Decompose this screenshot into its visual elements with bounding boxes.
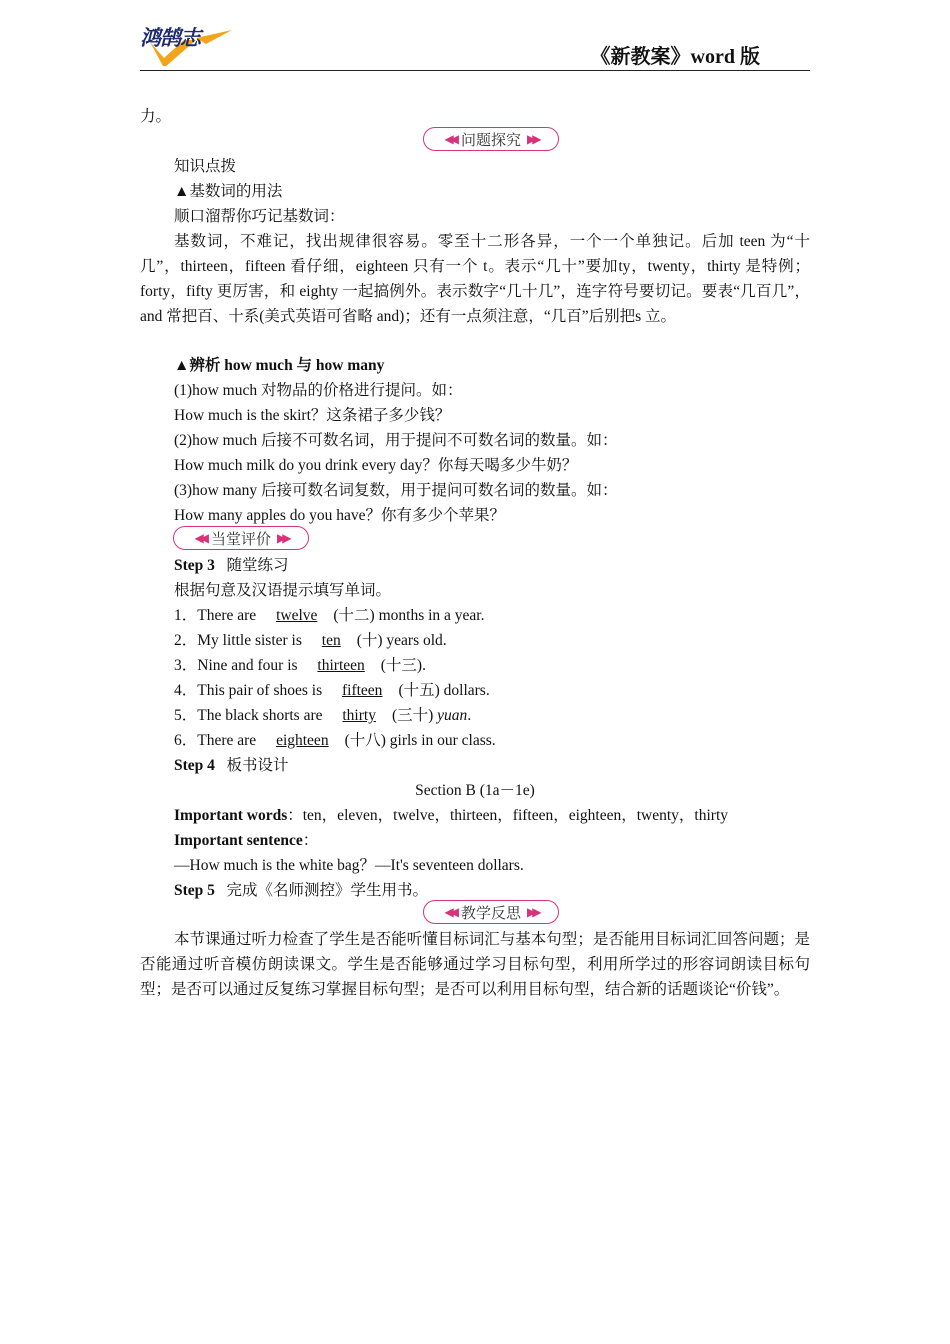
cardinal-heading: ▲基数词的用法: [174, 183, 283, 200]
header-title: 《新教案》word 版: [590, 46, 760, 68]
dialog-line: —How much is the white bag？—It's seventeen dollars.: [174, 857, 524, 874]
knowledge-item: How many apples do you have？你有多少个苹果？: [174, 507, 506, 524]
exercise-item: 4．This pair of shoes is fifteen (十五) dollars.: [174, 682, 490, 699]
answer-blank: eighteen: [276, 732, 329, 749]
answer-blank: ten: [321, 632, 341, 649]
rhyme-paragraph: 基数词，不难记，找出规律很容易。零至十二形各异，一个一个单独记。后加 teen 为“十几”，thirteen，fifteen 看仔细，eighteen 只有一个 t。表示“几十”要加ty，twenty，thirty 是特例；forty，fifty 更厉害，和 eighty 一起搞例外。表示数字“几十几”，连字符号要切记。要表“几百几”，and 常把百、十系(美式英语可省略 and)；还有一点须注意，“几百”后别把s 立。: [140, 233, 810, 325]
exercise-item: 2．My little sister is ten (十) years old.: [174, 632, 447, 649]
knowledge-heading: 知识点拨: [174, 158, 237, 175]
banner-left-arrows-icon: ◀◀: [444, 905, 455, 919]
banner-label: 当堂评价: [210, 529, 271, 548]
answer-blank: thirteen: [317, 657, 365, 674]
step4-heading: Step 4 板书设计: [174, 757, 289, 774]
knowledge-item: (3)how many 后接可数名词复数，用于提问可数名词的数量。如：: [174, 482, 618, 499]
knowledge-item: (2)how much 后接不可数名词，用于提问不可数名词的数量。如：: [174, 432, 618, 449]
answer-blank: thirty: [342, 707, 376, 724]
banner-label: 问题探究: [460, 130, 521, 149]
banner-right-arrows-icon: ▶▶: [277, 531, 288, 545]
banner-explore: [423, 127, 559, 151]
important-sentence-label: Important sentence：: [174, 832, 319, 849]
exercise-item: 1．There are twelve (十二) months in a year.: [174, 607, 485, 624]
step3-heading: Step 3 随堂练习: [174, 557, 289, 574]
howmuch-heading: ▲辨析 how much 与 how many: [174, 357, 385, 374]
banner-left-arrows-icon: ◀◀: [444, 132, 455, 146]
exercise-item: 5．The black shorts are thirty (三十) yuan.: [174, 707, 472, 724]
header: [140, 16, 810, 71]
important-words: Important words：ten，eleven，twelve，thirteen，fifteen，eighteen，twenty，thirty: [174, 807, 729, 824]
logo: [140, 20, 236, 66]
reflection-paragraph: 本节课通过听力检查了学生是否能听懂目标词汇与基本句型；是否能用目标词汇回答问题；是否能通过听音模仿朗读课文。学生是否能够通过学习目标句型，利用所学过的形容词朗读目标句型；是否可以通过反复练习掌握目标句型；是否可以利用目标句型，结合新的话题谈论“价钱”。: [140, 931, 810, 998]
section-title: Section B (1a－1e): [415, 782, 535, 799]
answer-blank: twelve: [276, 607, 318, 624]
top-text: 力。: [140, 108, 172, 125]
banner-right-arrows-icon: ▶▶: [527, 132, 538, 146]
step3-instruction: 根据句意及汉语提示填写单词。: [174, 582, 392, 599]
step5-heading: Step 5 完成《名师测控》学生用书。: [174, 882, 429, 899]
rhyme-intro: 顺口溜帮你巧记基数词：: [174, 208, 345, 225]
knowledge-item: How much is the skirt？这条裙子多少钱？: [174, 407, 451, 424]
banner-reflect: [423, 900, 559, 924]
banner-right-arrows-icon: ▶▶: [527, 905, 538, 919]
banner-left-arrows-icon: ◀◀: [194, 531, 205, 545]
logo-text: 鸿鹄志: [140, 26, 200, 50]
knowledge-item: How much milk do you drink every day？你每天喝多少牛奶？: [174, 457, 578, 474]
exercise-item: 6．There are eighteen (十八) girls in our class.: [174, 732, 496, 749]
knowledge-item: (1)how much 对物品的价格进行提问。如：: [174, 382, 463, 399]
banner-evaluate: [173, 526, 309, 550]
answer-blank: fifteen: [341, 682, 383, 699]
exercise-item: 3．Nine and four is thirteen (十三).: [174, 657, 426, 674]
banner-label: 教学反思: [460, 903, 521, 922]
